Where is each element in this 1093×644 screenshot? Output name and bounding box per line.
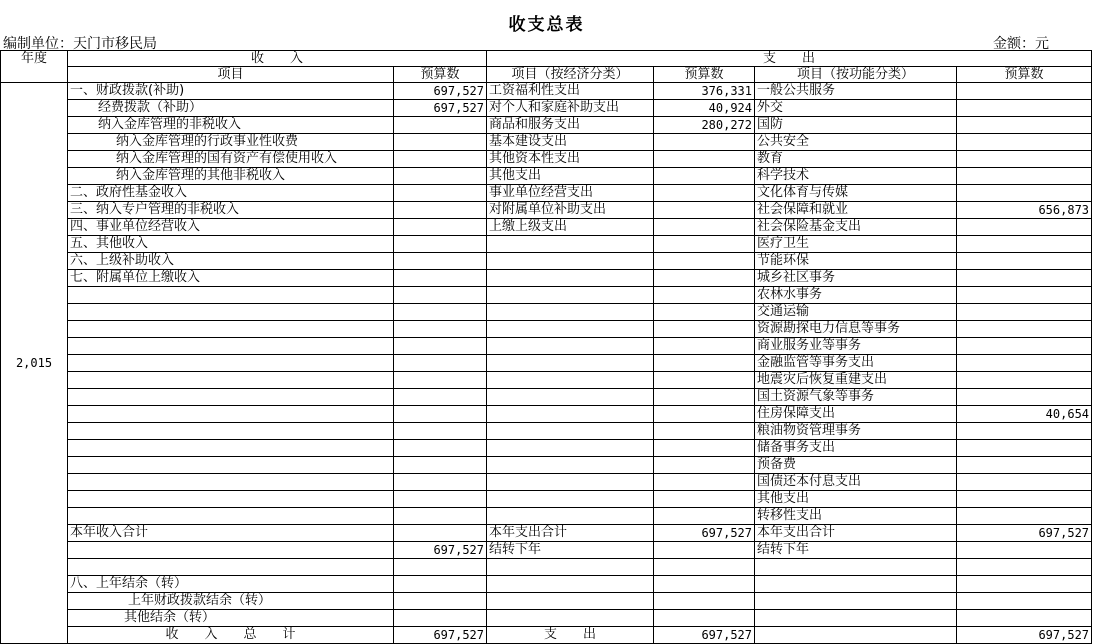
func-item: 国债还本付息支出 [755, 474, 957, 491]
econ-budget [654, 372, 755, 389]
income-item: 七、附属单位上缴收入 [68, 270, 394, 287]
func-budget [957, 610, 1092, 627]
income-budget: 697,527 [394, 100, 487, 117]
budget-header: 预算数 [394, 67, 487, 83]
table-row [1, 355, 1092, 372]
func-budget [957, 321, 1092, 338]
econ-item [487, 304, 654, 321]
func-item [755, 576, 957, 593]
func-item: 其他支出 [755, 491, 957, 508]
table-row [1, 474, 1092, 491]
func-budget: 697,527 [957, 525, 1092, 542]
income-budget [394, 253, 487, 270]
func-item: 医疗卫生 [755, 236, 957, 253]
income-item: 一、财政拨款(补助) [68, 83, 394, 100]
func-item: 转移性支出 [755, 508, 957, 525]
income-item [68, 372, 394, 389]
func-budget [957, 253, 1092, 270]
econ-item [487, 270, 654, 287]
econ-budget: 40,924 [654, 100, 755, 117]
table-row [1, 372, 1092, 389]
income-budget [394, 457, 487, 474]
unit-label: 编制单位：天门市移民局 [3, 36, 157, 52]
econ-budget [654, 321, 755, 338]
econ-budget [654, 610, 755, 627]
econ-item: 事业单位经营支出 [487, 185, 654, 202]
econ-budget [654, 304, 755, 321]
income-budget [394, 287, 487, 304]
econ-item [487, 389, 654, 406]
func-budget [957, 83, 1092, 100]
func-budget [957, 389, 1092, 406]
econ-item [487, 457, 654, 474]
income-item: 四、事业单位经营收入 [68, 219, 394, 236]
func-item: 粮油物资管理事务 [755, 423, 957, 440]
func-item: 公共安全 [755, 134, 957, 151]
item-func-header: 项目（按功能分类） [755, 67, 957, 83]
econ-budget [654, 508, 755, 525]
econ-budget [654, 440, 755, 457]
econ-budget [654, 287, 755, 304]
econ-item: 对个人和家庭补助支出 [487, 100, 654, 117]
table-row [1, 83, 1092, 100]
income-item [68, 287, 394, 304]
table-row [1, 542, 1092, 559]
table-row [1, 406, 1092, 423]
func-budget [957, 219, 1092, 236]
income-budget [394, 202, 487, 219]
header-row-2 [1, 67, 1092, 83]
econ-budget [654, 219, 755, 236]
income-item: 三、纳入专户管理的非税收入 [68, 202, 394, 219]
income-item: 纳入金库管理的其他非税收入 [68, 168, 394, 185]
econ-item [487, 440, 654, 457]
func-budget [957, 117, 1092, 134]
econ-budget [654, 134, 755, 151]
header-row-1 [1, 51, 1092, 67]
func-budget [957, 372, 1092, 389]
func-budget [957, 100, 1092, 117]
table-row [1, 491, 1092, 508]
item-econ-header: 项目（按经济分类） [487, 67, 654, 83]
econ-budget [654, 593, 755, 610]
table-row [1, 304, 1092, 321]
table-row [1, 185, 1092, 202]
year-header: 年度 [1, 51, 68, 83]
income-budget: 697,527 [394, 542, 487, 559]
income-budget [394, 508, 487, 525]
econ-budget [654, 559, 755, 576]
income-item [68, 406, 394, 423]
func-budget [957, 508, 1092, 525]
income-budget [394, 406, 487, 423]
econ-item [487, 355, 654, 372]
func-budget [957, 593, 1092, 610]
income-budget [394, 321, 487, 338]
income-item: 纳入金库管理的国有资产有偿使用收入 [68, 151, 394, 168]
func-item: 社会保障和就业 [755, 202, 957, 219]
income-budget [394, 151, 487, 168]
table-row [1, 338, 1092, 355]
income-budget [394, 593, 487, 610]
econ-item [487, 372, 654, 389]
table-row [1, 270, 1092, 287]
income-item: 本年收入合计 [68, 525, 394, 542]
income-item [68, 457, 394, 474]
income-budget [394, 236, 487, 253]
income-budget: 697,527 [394, 83, 487, 100]
amount-label: 金额：元 [993, 36, 1049, 52]
econ-budget [654, 236, 755, 253]
func-item: 交通运输 [755, 304, 957, 321]
income-budget [394, 117, 487, 134]
econ-budget [654, 202, 755, 219]
table-row [1, 440, 1092, 457]
econ-budget: 697,527 [654, 525, 755, 542]
func-budget [957, 270, 1092, 287]
year-value: 2,015 [1, 83, 68, 644]
func-item: 商业服务业等事务 [755, 338, 957, 355]
total-income-value: 697,527 [394, 627, 487, 644]
income-budget [394, 389, 487, 406]
func-budget [957, 576, 1092, 593]
total-func-label [755, 627, 957, 644]
econ-budget [654, 542, 755, 559]
func-item: 金融监管等事务支出 [755, 355, 957, 372]
econ-item: 本年支出合计 [487, 525, 654, 542]
econ-budget [654, 576, 755, 593]
table-row [1, 576, 1092, 593]
func-item: 结转下年 [755, 542, 957, 559]
func-item: 国土资源气象等事务 [755, 389, 957, 406]
table-row [1, 117, 1092, 134]
econ-item [487, 559, 654, 576]
income-budget [394, 423, 487, 440]
table-row [1, 100, 1092, 117]
income-item [68, 389, 394, 406]
func-budget [957, 134, 1092, 151]
econ-item: 工资福利性支出 [487, 83, 654, 100]
table-row [1, 253, 1092, 270]
econ-budget [654, 270, 755, 287]
income-item [68, 423, 394, 440]
income-budget [394, 474, 487, 491]
func-budget [957, 287, 1092, 304]
func-budget [957, 304, 1092, 321]
income-item: 五、其他收入 [68, 236, 394, 253]
func-budget [957, 168, 1092, 185]
econ-item: 其他资本性支出 [487, 151, 654, 168]
econ-budget: 280,272 [654, 117, 755, 134]
econ-budget [654, 457, 755, 474]
income-budget [394, 219, 487, 236]
econ-item [487, 338, 654, 355]
econ-item [487, 287, 654, 304]
table-row [1, 559, 1092, 576]
income-budget [394, 440, 487, 457]
func-budget [957, 474, 1092, 491]
income-item [68, 304, 394, 321]
econ-item [487, 593, 654, 610]
econ-item: 对附属单位补助支出 [487, 202, 654, 219]
econ-item: 商品和服务支出 [487, 117, 654, 134]
econ-budget [654, 474, 755, 491]
econ-budget [654, 338, 755, 355]
income-item [68, 508, 394, 525]
table-row [1, 219, 1092, 236]
table-row [1, 610, 1092, 627]
econ-budget [654, 151, 755, 168]
func-item: 城乡社区事务 [755, 270, 957, 287]
table-row [1, 457, 1092, 474]
func-item: 一般公共服务 [755, 83, 957, 100]
total-row [1, 627, 1092, 644]
income-budget [394, 559, 487, 576]
func-item: 社会保险基金支出 [755, 219, 957, 236]
table-row [1, 389, 1092, 406]
total-econ-value: 697,527 [654, 627, 755, 644]
econ-budget [654, 253, 755, 270]
income-budget [394, 355, 487, 372]
econ-item [487, 610, 654, 627]
income-item: 纳入金库管理的非税收入 [68, 117, 394, 134]
income-item [68, 440, 394, 457]
table-row [1, 321, 1092, 338]
income-budget [394, 610, 487, 627]
func-item: 地震灾后恢复重建支出 [755, 372, 957, 389]
table-row [1, 202, 1092, 219]
econ-item [487, 321, 654, 338]
econ-budget: 376,331 [654, 83, 755, 100]
summary-table [0, 50, 1092, 644]
func-item: 外交 [755, 100, 957, 117]
income-budget [394, 270, 487, 287]
func-budget [957, 236, 1092, 253]
func-item: 资源勘探电力信息等事务 [755, 321, 957, 338]
table-row [1, 168, 1092, 185]
func-item [755, 559, 957, 576]
func-item: 储备事务支出 [755, 440, 957, 457]
econ-budget [654, 355, 755, 372]
func-item [755, 610, 957, 627]
func-item: 预备费 [755, 457, 957, 474]
func-budget: 40,654 [957, 406, 1092, 423]
total-expense-label: 支 出 [487, 627, 654, 644]
income-item: 二、政府性基金收入 [68, 185, 394, 202]
income-item [68, 474, 394, 491]
budget2-header: 预算数 [654, 67, 755, 83]
func-budget [957, 355, 1092, 372]
func-budget [957, 185, 1092, 202]
income-budget [394, 372, 487, 389]
income-item: 纳入金库管理的行政事业性收费 [68, 134, 394, 151]
func-budget [957, 559, 1092, 576]
table-row [1, 423, 1092, 440]
income-item: 上年财政拨款结余（转） [68, 593, 394, 610]
budget3-header: 预算数 [957, 67, 1092, 83]
income-item: 其他结余（转） [68, 610, 394, 627]
func-item: 科学技术 [755, 168, 957, 185]
func-item: 国防 [755, 117, 957, 134]
econ-item [487, 508, 654, 525]
econ-item [487, 576, 654, 593]
income-budget [394, 168, 487, 185]
func-item: 本年支出合计 [755, 525, 957, 542]
econ-item [487, 253, 654, 270]
total-func-value: 697,527 [957, 627, 1092, 644]
econ-item: 上缴上级支出 [487, 219, 654, 236]
func-item: 教育 [755, 151, 957, 168]
econ-item [487, 406, 654, 423]
income-budget [394, 491, 487, 508]
income-budget [394, 576, 487, 593]
econ-item: 其他支出 [487, 168, 654, 185]
econ-budget [654, 423, 755, 440]
econ-item: 基本建设支出 [487, 134, 654, 151]
econ-item [487, 474, 654, 491]
table-row [1, 525, 1092, 542]
table-row [1, 134, 1092, 151]
econ-budget [654, 389, 755, 406]
func-budget [957, 542, 1092, 559]
func-budget [957, 491, 1092, 508]
income-budget [394, 525, 487, 542]
func-budget [957, 338, 1092, 355]
income-header: 收 入 [68, 51, 487, 67]
table-row [1, 151, 1092, 168]
income-item: 六、上级补助收入 [68, 253, 394, 270]
func-item: 住房保障支出 [755, 406, 957, 423]
income-item: 经费拨款（补助） [68, 100, 394, 117]
func-item: 文化体育与传媒 [755, 185, 957, 202]
func-budget [957, 151, 1092, 168]
income-budget [394, 134, 487, 151]
income-item [68, 321, 394, 338]
econ-item [487, 236, 654, 253]
econ-item [487, 491, 654, 508]
expense-header: 支 出 [487, 51, 1092, 67]
econ-budget [654, 491, 755, 508]
table-row [1, 236, 1092, 253]
func-budget: 656,873 [957, 202, 1092, 219]
income-item [68, 559, 394, 576]
func-budget [957, 457, 1092, 474]
econ-item [487, 423, 654, 440]
income-budget [394, 338, 487, 355]
item-header: 项目 [68, 67, 394, 83]
econ-item: 结转下年 [487, 542, 654, 559]
income-item [68, 355, 394, 372]
func-item: 农林水事务 [755, 287, 957, 304]
econ-budget [654, 168, 755, 185]
func-budget [957, 440, 1092, 457]
table-row [1, 593, 1092, 610]
func-item: 节能环保 [755, 253, 957, 270]
income-budget [394, 304, 487, 321]
table-row [1, 508, 1092, 525]
income-item [68, 338, 394, 355]
econ-budget [654, 406, 755, 423]
table-row [1, 287, 1092, 304]
func-item [755, 593, 957, 610]
income-item: 八、上年结余（转） [68, 576, 394, 593]
func-budget [957, 423, 1092, 440]
total-income-label: 收 入 总 计 [68, 627, 394, 644]
income-item [68, 542, 394, 559]
econ-budget [654, 185, 755, 202]
page-title: 收支总表 [508, 15, 585, 35]
income-budget [394, 185, 487, 202]
income-item [68, 491, 394, 508]
